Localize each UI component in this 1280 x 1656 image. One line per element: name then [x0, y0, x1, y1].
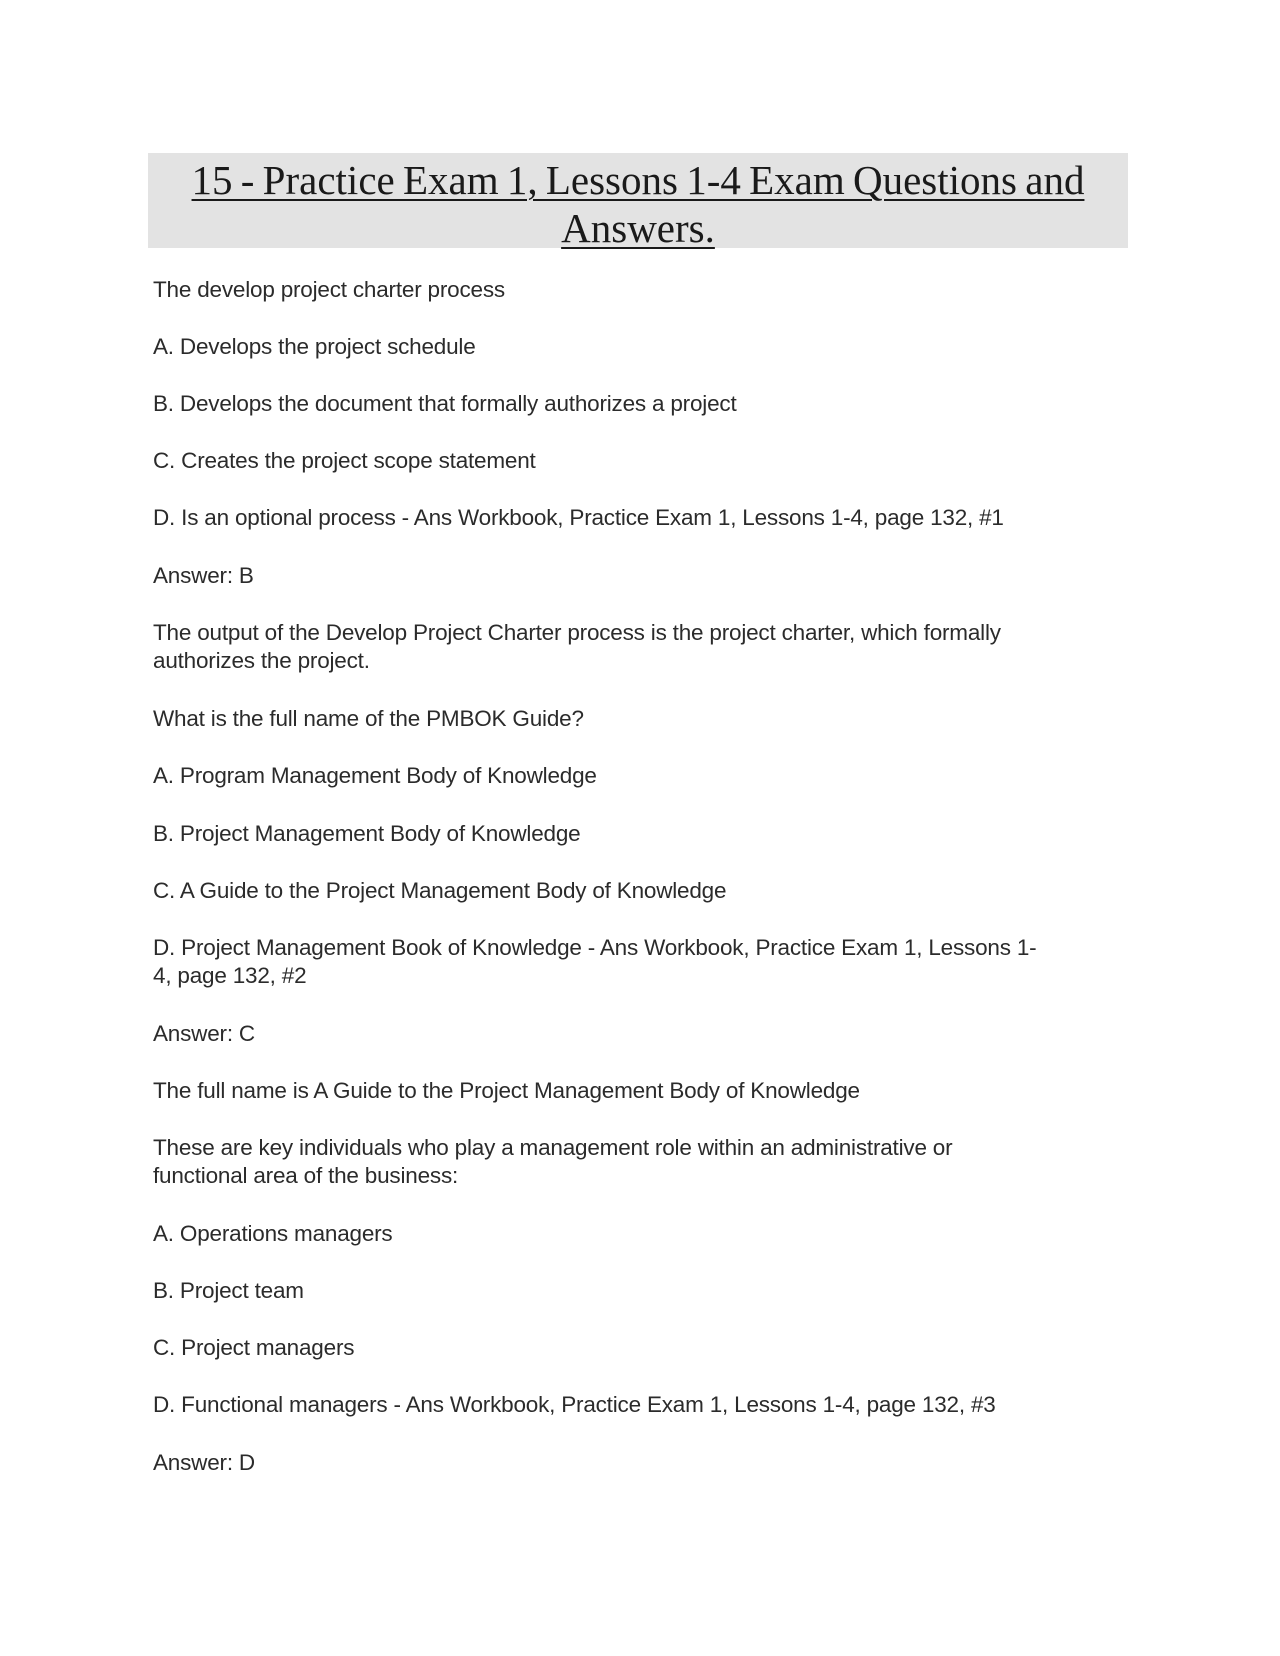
page-title-line-2: Answers. [561, 205, 715, 251]
question-2-option-b: B. Project Management Body of Knowledge [153, 821, 581, 846]
question-3-text-line-1: These are key individuals who play a management role within an administrative or [153, 1135, 953, 1160]
question-3-text-line-2: functional area of the business: [153, 1163, 459, 1188]
question-1-option-d: D. Is an optional process - Ans Workbook, Practice Exam 1, Lessons 1-4, page 132, #1 [153, 505, 1004, 530]
question-2-answer: Answer: C [153, 1021, 255, 1046]
question-3-option-d: D. Functional managers - Ans Workbook, Practice Exam 1, Lessons 1-4, page 132, #3 [153, 1392, 996, 1417]
question-1-explanation-line-1: The output of the Develop Project Charter process is the project charter, which formally [153, 620, 1001, 645]
question-2-explanation: The full name is A Guide to the Project Management Body of Knowledge [153, 1078, 860, 1103]
question-2-option-d-continued: 4, page 132, #2 [153, 963, 307, 988]
question-1-option-c: C. Creates the project scope statement [153, 448, 536, 473]
question-3-option-c: C. Project managers [153, 1335, 355, 1360]
question-1-answer: Answer: B [153, 563, 254, 588]
question-2-text: What is the full name of the PMBOK Guide? [153, 706, 584, 731]
page-title [148, 156, 1128, 252]
question-3-option-b: B. Project team [153, 1278, 304, 1303]
page-title-line-1: 15 - Practice Exam 1, Lessons 1-4 Exam Questions and [191, 157, 1085, 203]
question-1-explanation-line-2: authorizes the project. [153, 648, 370, 673]
question-2-option-a: A. Program Management Body of Knowledge [153, 763, 597, 788]
question-1-text: The develop project charter process [153, 277, 505, 302]
question-3-answer: Answer: D [153, 1450, 255, 1475]
question-2-option-d: D. Project Management Book of Knowledge - Ans Workbook, Practice Exam 1, Lessons 1- [153, 935, 1037, 960]
question-1-option-b: B. Develops the document that formally authorizes a project [153, 391, 737, 416]
question-3-option-a: A. Operations managers [153, 1221, 393, 1246]
question-1-option-a: A. Develops the project schedule [153, 334, 476, 359]
question-2-option-c: C. A Guide to the Project Management Body of Knowledge [153, 878, 727, 903]
